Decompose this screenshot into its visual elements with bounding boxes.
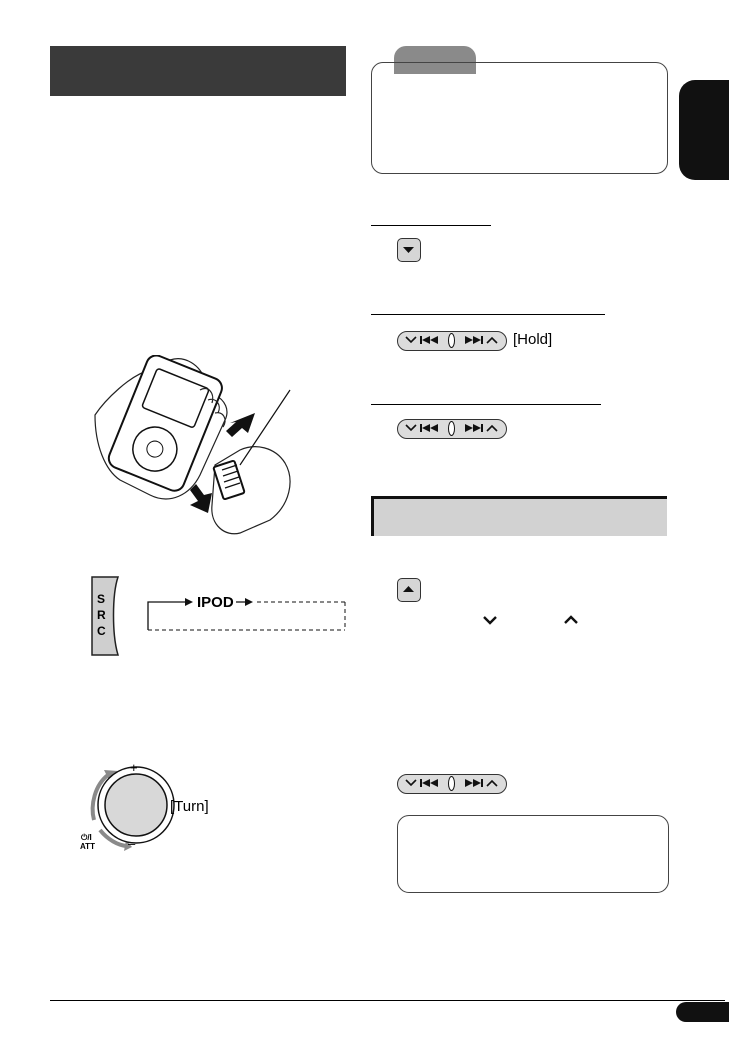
ipod-source-label: IPOD (197, 594, 234, 611)
note-box (371, 62, 668, 174)
down-arrow-icon (398, 239, 419, 260)
seek-icons (398, 332, 505, 349)
up-key-button[interactable] (397, 578, 421, 602)
section-heading-bar (371, 496, 667, 536)
seek-button[interactable] (397, 331, 507, 351)
power-label: ⏻/I (81, 833, 92, 842)
footer-rule (50, 1000, 725, 1001)
section-title-bar (50, 46, 346, 96)
info-box (397, 815, 669, 893)
up-arrow-icon (398, 579, 419, 600)
src-letter: S (97, 592, 106, 606)
language-tab (679, 80, 729, 180)
src-button[interactable] (90, 575, 125, 657)
turn-label: [Turn] (170, 798, 209, 815)
seek-icons (398, 775, 505, 792)
chevron-down-icon (482, 614, 498, 626)
page-number-tab (676, 1002, 729, 1022)
seek-button[interactable] (397, 774, 507, 794)
chevron-up-icon (563, 614, 579, 626)
seek-icons (398, 420, 505, 437)
src-letter: R (97, 608, 106, 622)
att-label: ATT (80, 842, 95, 851)
source-flow-diagram (145, 590, 355, 635)
underline-rule (371, 404, 601, 405)
src-letter: C (97, 624, 106, 638)
volume-minus: – (128, 836, 136, 851)
volume-plus: + (130, 760, 138, 775)
ipod-connection-illustration (90, 355, 305, 535)
underline-rule (371, 314, 605, 315)
hold-label: [Hold] (513, 331, 553, 348)
seek-button[interactable] (397, 419, 507, 439)
underline-rule (371, 225, 491, 226)
down-key-button[interactable] (397, 238, 421, 262)
